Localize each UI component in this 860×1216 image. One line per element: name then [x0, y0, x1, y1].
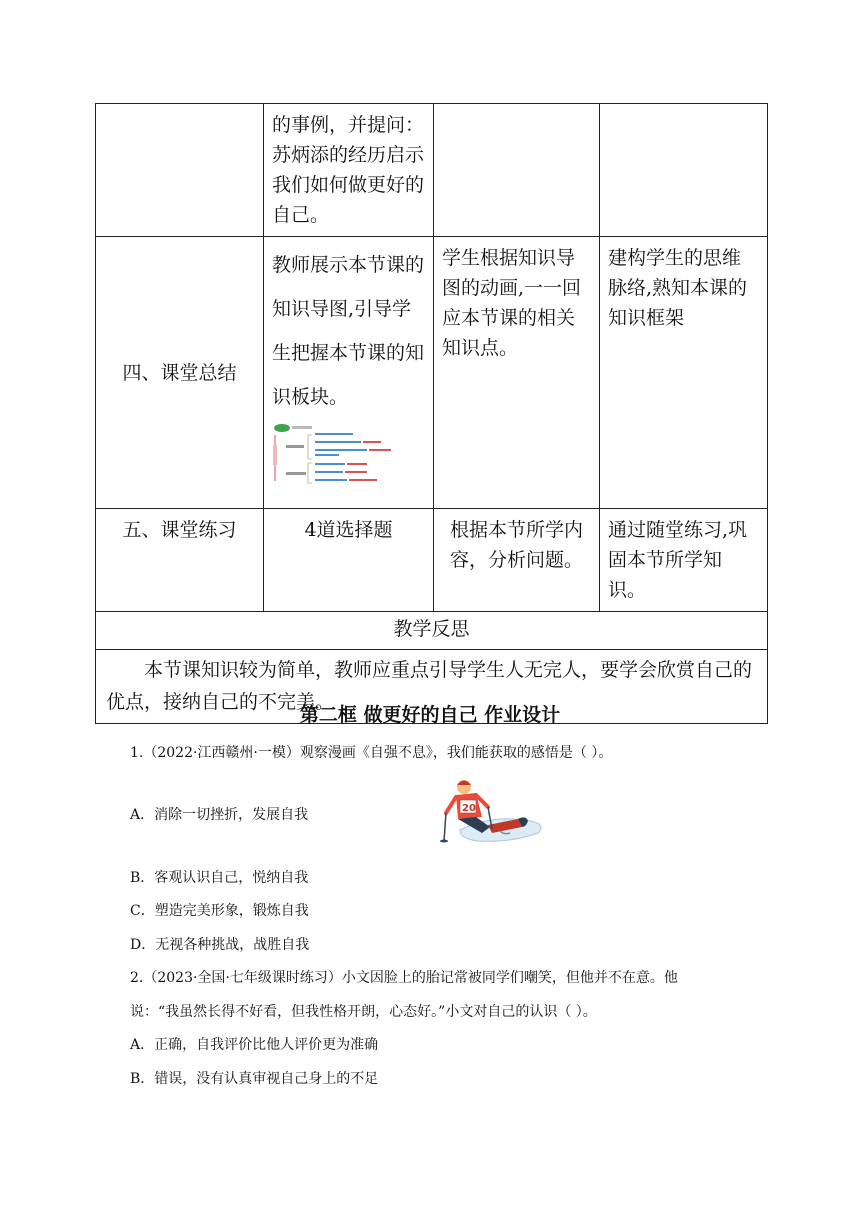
question-1-option-c: C．塑造完美形象，锻炼自我 [130, 903, 309, 919]
stage-cell: 五、课堂练习 [96, 509, 264, 612]
question-1-stem: 1.（2022·江西赣州·一模）观察漫画《自强不息》，我们能获取的感悟是（ ）。 [130, 745, 613, 761]
design-intent-cell: 建构学生的思维脉络,熟知本课的知识框架 [600, 237, 768, 509]
table-row [96, 612, 768, 650]
reflection-text: 本节课知识较为简单，教师应重点引导学生人无完人，要学会欣赏自己的优点，接纳自己的不完美。 [96, 650, 768, 724]
design-intent-cell: 通过随堂练习,巩固本节所学知识。 [600, 509, 768, 612]
table-row [96, 104, 768, 237]
stage-cell [96, 104, 264, 237]
question-1-option-d: D．无视各种挑战，战胜自我 [130, 937, 310, 953]
skier-bib-number: 20 [462, 803, 476, 814]
skier-cartoon-image [430, 775, 550, 855]
student-activity-cell [434, 104, 600, 237]
question-2-stem-line-1: 2.（2023·全国·七年级课时练习）小文因脸上的胎记常被同学们嘲笑，但他并不在意。他 [130, 970, 678, 986]
knowledge-map-image [272, 423, 422, 485]
question-1-option-b: B．客观认识自己，悦纳自我 [130, 870, 309, 886]
question-1-option-a: A．消除一切挫折，发展自我 [130, 807, 309, 823]
question-2-option-b: B．错误，没有认真审视自己身上的不足 [130, 1071, 379, 1087]
lesson-plan-table [95, 103, 768, 724]
teacher-activity-cell [264, 237, 434, 509]
design-intent-cell [600, 104, 768, 237]
teacher-activity-cell: 4道选择题 [264, 509, 434, 612]
student-activity-cell: 学生根据知识导图的动画,一一回应本节课的相关知识点。 [434, 237, 600, 509]
table-row [96, 509, 768, 612]
question-2-stem-line-2: 说：“我虽然长得不好看，但我性格开朗，心态好。”小文对自己的认识（ ）。 [130, 1004, 597, 1020]
homework-title: 第二框 做更好的自己 作业设计 [299, 704, 561, 726]
teacher-activity-cell: 的事例，并提问：苏炳添的经历启示我们如何做更好的自己。 [264, 104, 434, 237]
student-activity-cell: 根据本节所学内容，分析问题。 [434, 509, 600, 612]
question-2-option-a: A．正确，自我评价比他人评价更为准确 [130, 1037, 379, 1053]
stage-cell: 四、课堂总结 [96, 237, 264, 509]
reflection-heading: 教学反思 [96, 612, 768, 650]
teacher-activity-text: 教师展示本节课的知识导图,引导学生把握本节课的知识板块。 [272, 254, 425, 408]
table-row [96, 237, 768, 509]
